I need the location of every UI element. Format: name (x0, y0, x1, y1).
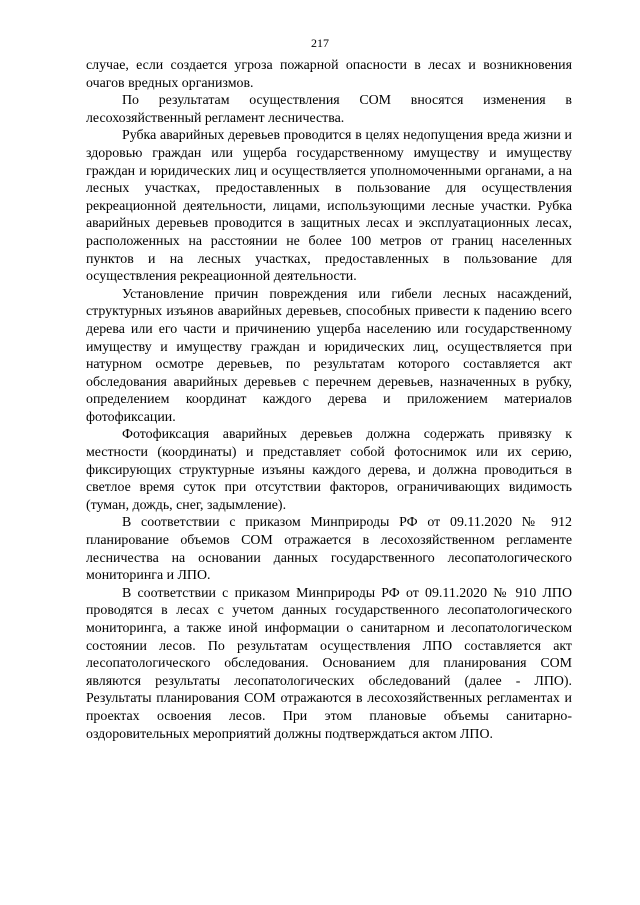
paragraph-continued: случае, если создается угроза пожарной опасности в лесах и возникновения очагов вредных организмов. (86, 58, 572, 91)
paragraph-order-912: В соответствии с приказом Минприроды РФ от 09.11.2020 № 912 планирование объемов СОМ отражается в лесохозяйственном регламенте лесничества на основании данных государственного лесопатологического мониторинга и ЛПО. (86, 515, 572, 584)
paragraph-order-910: В соответствии с приказом Минприроды РФ от 09.11.2020 № 910 ЛПО проводятся в лесах с учетом данных государственного лесопатологического мониторинга, а также иной информации о санитарном и лесопатологическом состоянии лесов. По результатам осуществления ЛПО составляется акт лесопатологического обследования. Основанием для планирования СОМ являются результаты лесопатологических обследований (далее - ЛПО). Результаты планирования СОМ отражаются в лесохозяйственных регламентах и проектах освоения лесов. При этом плановые объемы санитарно-оздоровительных мероприятий должны подтверждаться актом ЛПО. (86, 585, 572, 742)
paragraph-damage-causes: Установление причин повреждения или гибели лесных насаждений, структурных изъянов аварийных деревьев, способных привести к падению всего дерева или его части и причинению ущерба населению или государственному имуществу и имуществу граждан и юридических лиц, осуществляется при натурном осмотре деревьев, по результатам которого составляется акт обследования аварийных деревьев с перечнем деревьев, назначенных в рубку, определением координат каждого дерева и приложением материалов фотофиксации. (86, 286, 572, 425)
paragraph-emergency-felling: Рубка аварийных деревьев проводится в целях недопущения вреда жизни и здоровью граждан или ущерба государственному имуществу и имуществу граждан и юридических лиц и осуществляется уполномоченными органами, а на лесных участках, предоставленных в пользование для осуществления рекреационной деятельности, лицами, использующими лесные участки. Рубка аварийных деревьев проводится в защитных лесах и эксплуатационных лесах, расположенных на расстоянии не более 100 метров от границ населенных пунктов и на лесных участках, предоставленных в пользование для осуществления рекреационной деятельности. (86, 128, 572, 285)
paragraph-som-results: По результатам осуществления СОМ вносятся изменения в лесохозяйственный регламент лесничества. (86, 93, 572, 126)
paragraph-photo-fixation: Фотофиксация аварийных деревьев должна содержать привязку к местности (координаты) и представляет собой фотоснимок или их серию, фиксирующих структурные изъяны каждого дерева, и должна проводиться в светлое время суток при отсутствии факторов, ограничивающих видимость (туман, дождь, снег, задымление). (86, 427, 572, 513)
document-body (86, 57, 572, 743)
page-number: 217 (311, 36, 329, 50)
